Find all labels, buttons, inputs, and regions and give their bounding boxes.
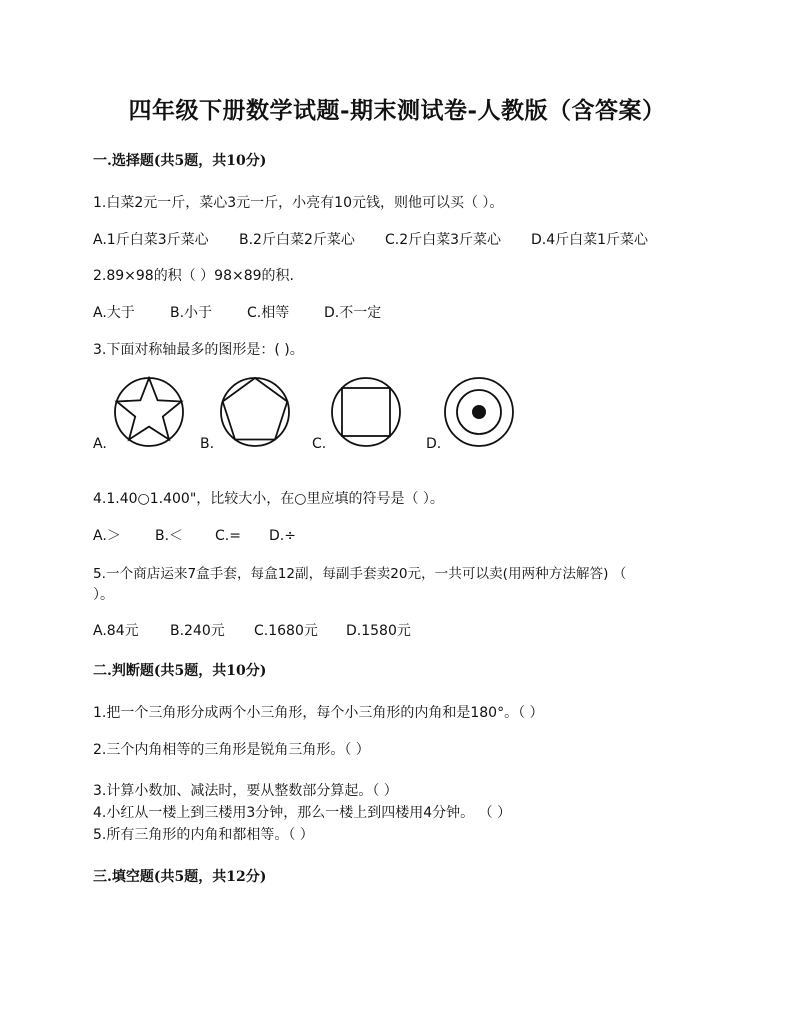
option-b: B.2斤白菜2斤菜心 — [239, 232, 355, 248]
option-a: A.84元 — [93, 623, 139, 639]
page-title: 四年级下册数学试题-期末测试卷-人教版（含答案） — [128, 97, 666, 124]
question-5-options — [93, 620, 411, 640]
section-heading-judgement: 二.判断题(共5题，共10分) — [93, 663, 267, 679]
option-a: A.大于 — [93, 305, 135, 321]
judgement-1: 1.把一个三角形分成两个小三角形，每个小三角形的内角和是180°。（ ） — [93, 705, 544, 721]
section-heading-choice: 一.选择题(共5题，共10分) — [93, 153, 267, 169]
question-3: 3.下面对称轴最多的图形是：( )。 — [93, 342, 304, 358]
option-d: D.不一定 — [324, 305, 382, 321]
option-a: A.＞ — [93, 528, 121, 544]
option-b: B.240元 — [170, 623, 225, 639]
section-heading-fill-blank: 三.填空题(共5题，共12分) — [93, 869, 267, 885]
option-a: A.1斤白菜3斤菜心 — [93, 232, 209, 248]
figure-label-d: D. — [426, 436, 442, 452]
judgement-3: 3.计算小数加、减法时，要从整数部分算起。（ ） — [93, 783, 398, 799]
question-2-options — [93, 302, 381, 322]
question-3-figures — [93, 376, 533, 456]
option-d: D.÷ — [269, 528, 296, 544]
question-1: 1.白菜2元一斤，菜心3元一斤，小亮有10元钱，则他可以买（ ）。 — [93, 195, 504, 211]
option-c: C.相等 — [247, 305, 290, 321]
star-in-circle-icon — [113, 376, 185, 448]
figure-label-a: A. — [93, 436, 107, 452]
option-c: C.2斤白菜3斤菜心 — [385, 232, 502, 248]
judgement-5: 5.所有三角形的内角和都相等。（ ） — [93, 827, 314, 843]
square-in-circle-icon — [330, 376, 402, 448]
question-4: 4.1.40○1.400"，比较大小，在○里应填的符号是（ ）。 — [93, 491, 444, 507]
judgement-4: 4.小红从一楼上到三楼用3分钟，那么一楼上到四楼用4分钟。 （ ） — [93, 805, 512, 821]
question-5-line-2: ）。 — [93, 587, 114, 603]
figure-label-c: C. — [312, 436, 327, 452]
judgement-2: 2.三个内角相等的三角形是锐角三角形。（ ） — [93, 742, 370, 758]
question-1-options — [93, 229, 648, 249]
option-b: B.＜ — [155, 528, 184, 544]
question-5-line-1: 5.一个商店运来7盒手套，每盒12副，每副手套卖20元，一共可以卖(用两种方法解答) （ — [93, 566, 627, 582]
figure-label-b: B. — [200, 436, 215, 452]
pentagon-in-circle-icon — [219, 376, 291, 448]
option-d: D.4斤白菜1斤菜心 — [531, 232, 649, 248]
option-c: C.1680元 — [254, 623, 318, 639]
option-b: B.小于 — [170, 305, 213, 321]
question-2: 2.89×98的积（ ）98×89的积. — [93, 268, 294, 284]
question-4-options — [93, 525, 296, 545]
option-d: D.1580元 — [346, 623, 411, 639]
option-c: C.= — [215, 528, 241, 544]
concentric-circles-icon — [443, 376, 515, 448]
